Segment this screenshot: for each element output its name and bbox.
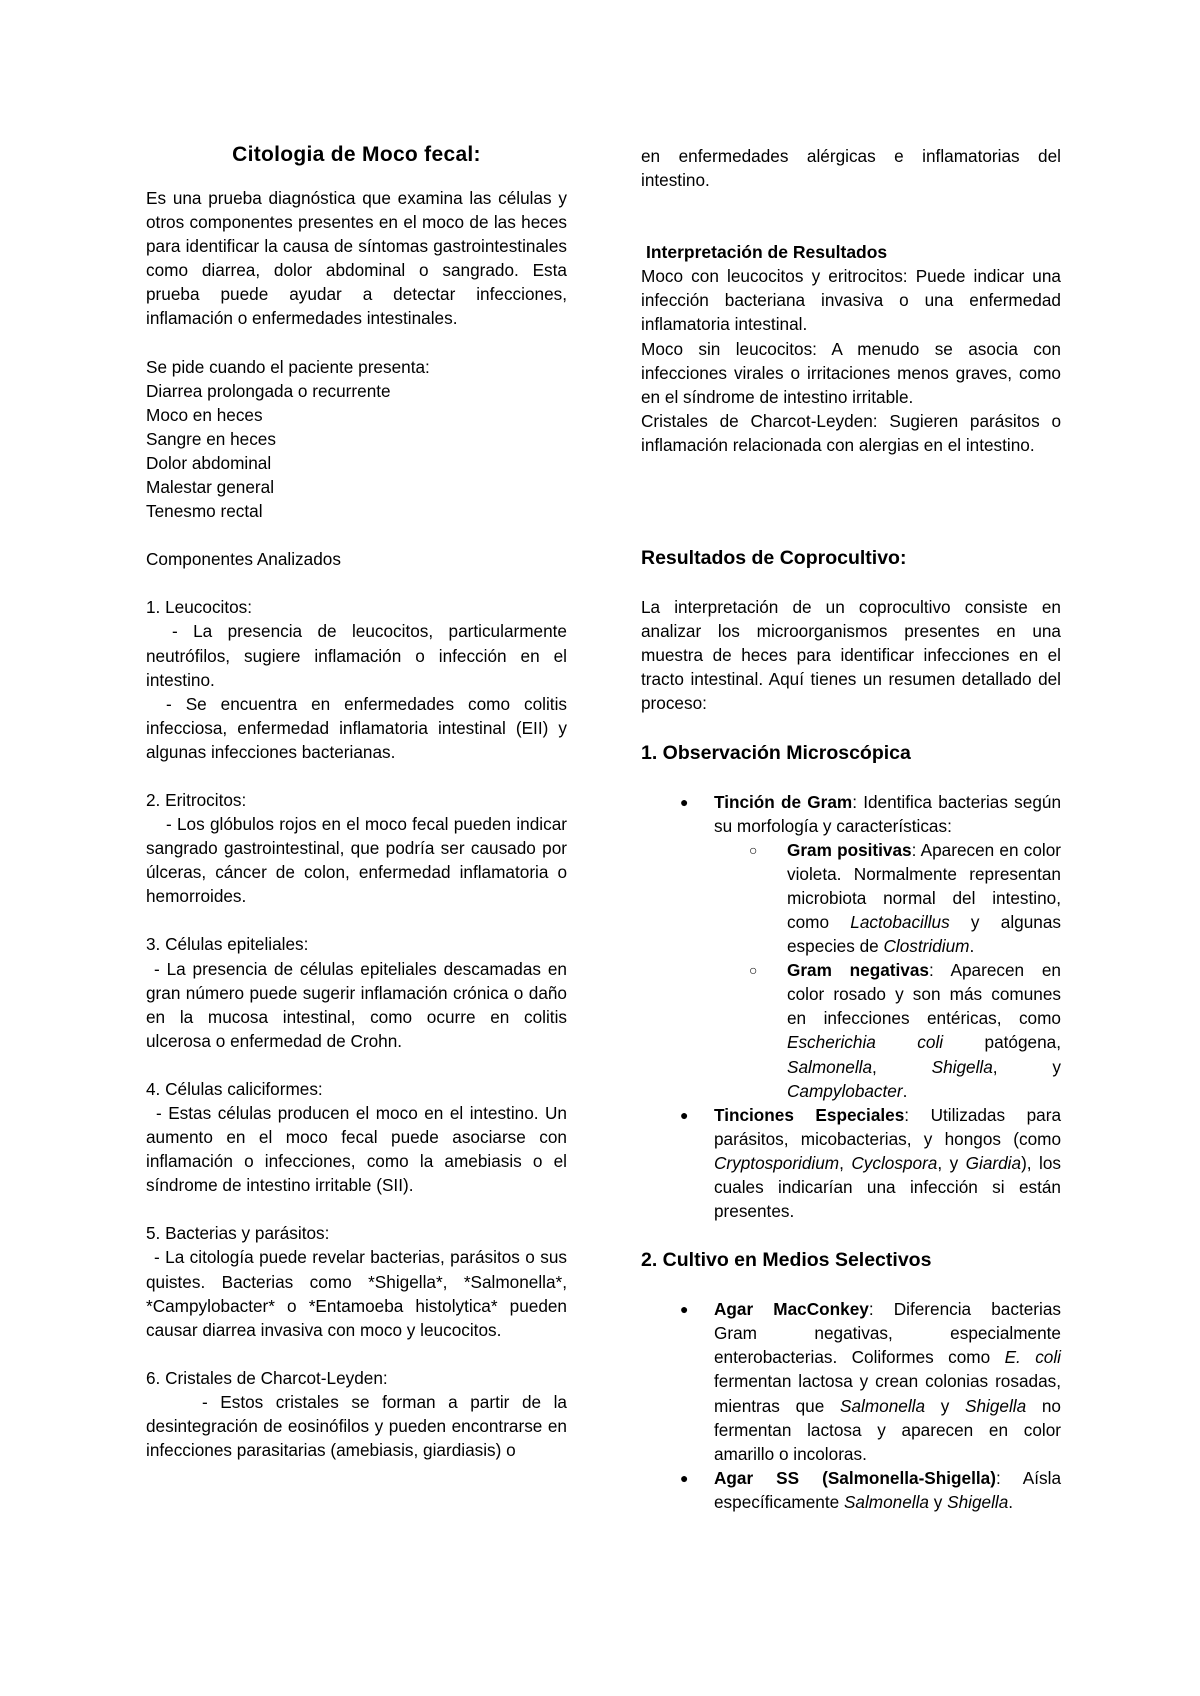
continuation-text: en enfermedades alérgicas e inflamatorias del intestino. <box>641 146 1061 191</box>
component-title-leucocitos: 1. Leucocitos: <box>146 597 253 618</box>
interpretation-item: Moco con leucocitos y eritrocitos: Puede indicar una infección bacteriana invasiva o una enfermedad inflamatoria intestinal. <box>641 266 1061 335</box>
symptom-item: Sangre en heces <box>146 428 276 449</box>
bullet-icon: ● <box>680 793 689 810</box>
list-item-agar-ss: ● Agar SS (Salmonella-Shigella): Aísla específicamente Salmonella y Shigella. <box>680 1467 1062 1512</box>
section-heading-cultivo: 2. Cultivo en Medios Selectivos <box>641 1249 932 1272</box>
ask-intro: Se pide cuando el paciente presenta: <box>146 356 430 377</box>
component-title-bacterias: 5. Bacterias y parásitos: <box>146 1223 330 1244</box>
interpretation-heading: Interpretación de Resultados <box>646 242 888 263</box>
component-title-caliciformes: 4. Células caliciformes: <box>146 1078 323 1099</box>
list-item-gram-positive: ○ Gram positivas: Aparecen en color violeta. Normalmente representan microbiota normal del intestino, como Lactobacillus y algunas especies de Clostridium. <box>749 839 1061 957</box>
coprocultivo-intro: La interpretación de un coprocultivo consiste en analizar los microorganismos presentes en una muestra de heces para identificar infecciones en el tracto intestinal. Aquí tienes un resumen detallado del proceso: <box>641 597 1061 714</box>
list-item-macconkey: ● Agar MacConkey: Diferencia bacterias Gram negativas, especialmente enterobacterias. Coliformes como E. coli fermentan lactosa y crean colonias rosadas, mientras que Salmonella y Shigella no fermentan lactosa y aparecen en color amarillo o incoloras. <box>680 1299 1061 1464</box>
bullet-icon: ● <box>680 1301 689 1318</box>
component-text: - La presencia de leucocitos, particularmente neutrófilos, sugiere inflamación o infección en el intestino. <box>146 621 567 690</box>
microscopy-list <box>641 790 1061 1224</box>
list-item-gram: ● Tinción de Gram: Identifica bacterias según su morfología y características: ○ Gram positivas: Aparecen en color violeta. Normalmente representan microbiota normal del intestino, como Lactobacillus y algunas especies de Clostridium. ○ Gram negativas: Aparecen en color rosado y son más comunes en infecciones entéricas, como Escherichia coli patógena, Salmonella, Shigella, y Campylobacter. <box>714 790 1061 1103</box>
left-column <box>146 142 567 1462</box>
bullet-icon: ● <box>680 1469 689 1486</box>
gram-sublist <box>714 838 1061 1103</box>
symptom-list <box>146 379 567 524</box>
symptom-item: Tenesmo rectal <box>146 501 263 522</box>
list-item-tinciones-especiales: ● Tinciones Especiales: Utilizadas para parásitos, micobacterias, y hongos (como Cryptosporidium, Cyclospora, y Giardia), los cuales indicarían una infección si están presentes. <box>680 1104 1061 1222</box>
interpretation-item: Cristales de Charcot-Leyden: Sugieren parásitos o inflamación relacionada con alergias en el intestino. <box>641 410 1061 455</box>
right-column <box>641 144 1061 1514</box>
interpretation-item: Moco sin leucocitos: A menudo se asocia con infecciones virales o irritaciones menos graves, como en el síndrome de intestino irritable. <box>641 338 1061 407</box>
component-text: - Los glóbulos rojos en el moco fecal pueden indicar sangrado gastrointestinal, que podría ser causado por úlceras, cáncer de colon, enfermedad inflamatoria o hemorroides. <box>146 814 567 907</box>
component-text: - La citología puede revelar bacterias, parásitos o sus quistes. Bacterias como *Shigella*, *Salmonella*, *Campylobacter* o *Entamoeba histolytica* pueden causar diarrea invasiva con moco y leucocitos. <box>146 1247 567 1340</box>
component-title-eritrocitos: 2. Eritrocitos: <box>146 789 247 810</box>
page-title: Citologia de Moco fecal: <box>232 143 481 166</box>
section-heading-microscopica: 1. Observación Microscópica <box>641 741 911 764</box>
coprocultivo-heading: Resultados de Coprocultivo: <box>641 547 907 570</box>
symptom-item: Malestar general <box>146 477 275 498</box>
culture-list <box>641 1297 1061 1514</box>
component-title-epiteliales: 3. Células epiteliales: <box>146 934 309 955</box>
intro-paragraph: Es una prueba diagnóstica que examina las células y otros componentes presentes en el moco de las heces para identificar la causa de síntomas gastrointestinales como diarrea, dolor abdominal o sangrado. Esta prueba puede ayudar a detectar infecciones, inflamación o enfermedades intestinales. <box>146 188 567 329</box>
symptom-item: Dolor abdominal <box>146 452 272 473</box>
component-text: - Se encuentra en enfermedades como colitis infecciosa, enfermedad inflamatoria intestinal (EII) y algunas infecciones bacterianas. <box>146 693 567 762</box>
symptom-item: Moco en heces <box>146 404 263 425</box>
components-heading: Componentes Analizados <box>146 549 341 570</box>
circle-bullet-icon: ○ <box>749 962 758 979</box>
list-item-gram-negative: ○ Gram negativas: Aparecen en color rosado y son más comunes en infecciones entéricas, como Escherichia coli patógena, Salmonella, Shigella, y Campylobacter. <box>749 960 1061 1101</box>
symptom-item: Diarrea prolongada o recurrente <box>146 380 391 401</box>
component-text: - La presencia de células epiteliales descamadas en gran número puede sugerir inflamación crónica o daño en la mucosa intestinal, como ocurre en colitis ulcerosa o enfermedad de Crohn. <box>146 958 567 1051</box>
component-text: - Estos cristales se forman a partir de la desintegración de eosinófilos y pueden encontrarse en infecciones parasitarias (amebiasis, giardiasis) o <box>146 1391 567 1461</box>
component-text: - Estas células producen el moco en el intestino. Un aumento en el moco fecal puede asociarse con inflamación o infecciones, como la amebiasis o el síndrome de intestino irritable (SII). <box>146 1103 567 1196</box>
circle-bullet-icon: ○ <box>749 841 758 858</box>
component-title-charcot: 6. Cristales de Charcot-Leyden: <box>146 1367 388 1388</box>
bullet-icon: ● <box>680 1106 689 1123</box>
